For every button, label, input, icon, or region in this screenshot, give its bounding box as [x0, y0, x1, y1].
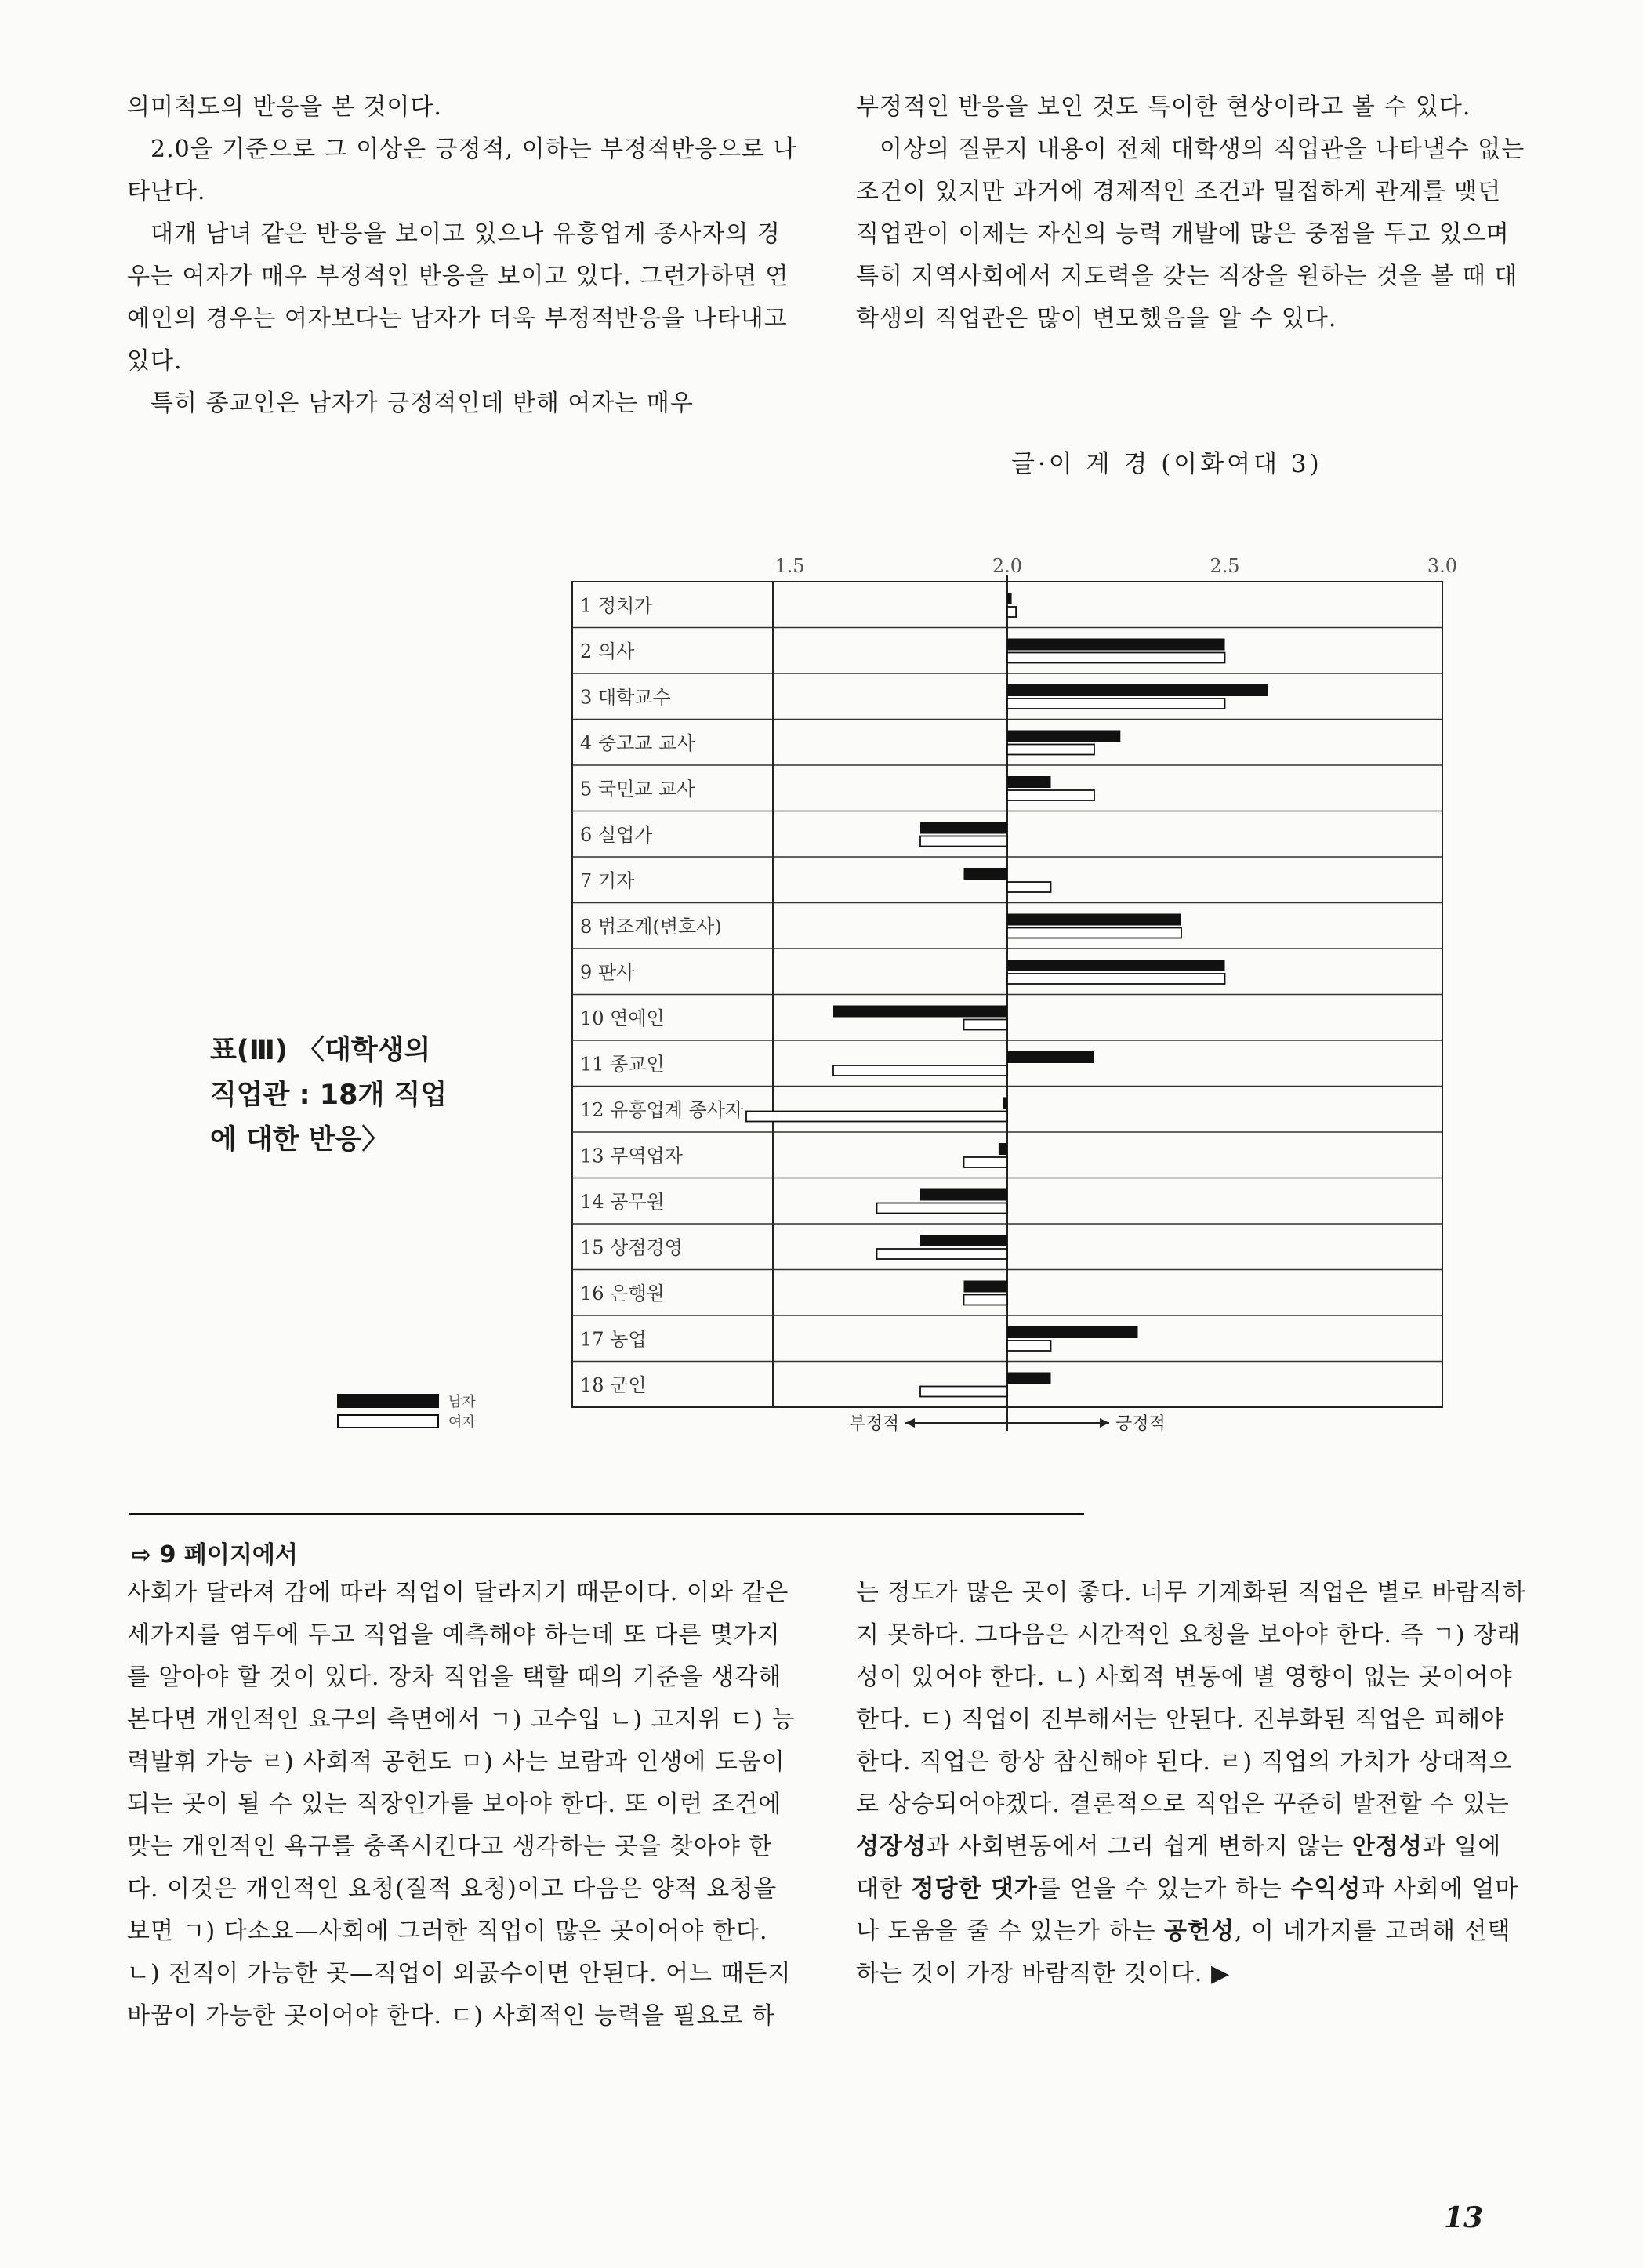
category-label: 10 연예인 — [580, 1007, 665, 1029]
category-label: 17 농업 — [580, 1328, 647, 1351]
author-byline: 글·이 계 경 (이화여대 3) — [1011, 450, 1322, 478]
bar-female — [920, 836, 1007, 847]
section-divider — [129, 1513, 1084, 1515]
category-label: 16 은행원 — [580, 1282, 665, 1305]
bar-male — [1007, 776, 1051, 788]
category-label: 9 판사 — [580, 961, 635, 984]
bar-female — [877, 1203, 1008, 1214]
paragraph: 는 정도가 많은 곳이 좋다. 너무 기계화된 직업은 별로 바람직하지 못하다. 그다음은 시간적인 요청을 보아야 한다. 즉 ㄱ) 장래성이 있어야 한다. ㄴ) 사회적 변동에 별 영향이 없는 곳이어야 한다. ㄷ) 직업이 진부해서는 안된다. 진부화된 직업은 피해야 한다. 직업은 항상 참신해야 된다. ㄹ) 직업의 가치가 상대적으로 상승되어야겠다. 결론적으로 직업은 꾸준히 발전할 수 있는 성장성과 사회변동에서 그리 쉽게 변하지 않는 안정성과 일에 대한 정당한 댓가를 얻을 수 있는가 하는 수익성과 사회에 얼마나 도움을 줄 수 있는가 하는 공헌성, 이 네가지를 고려해 선택하는 것이 가장 바람직한 것이다. ▶ — [856, 1579, 1526, 1987]
legend-label-male: 남자 — [448, 1394, 476, 1410]
bar-male — [1007, 960, 1225, 971]
page-number: 13 — [1444, 2201, 1484, 2234]
bar-female — [1007, 607, 1016, 617]
keyword-growth: 성장성 — [856, 1833, 927, 1860]
arrow-right-icon — [1100, 1418, 1109, 1428]
legend-swatch-female — [337, 1414, 439, 1428]
bar-male — [1007, 731, 1120, 742]
bar-male — [1007, 914, 1181, 926]
bar-male — [1007, 1326, 1138, 1338]
legend-item-male — [337, 1391, 476, 1411]
keyword-contribution: 공헌성 — [1164, 1918, 1235, 1945]
bar-female — [1007, 790, 1094, 800]
keyword-profitability: 수익성 — [1290, 1875, 1362, 1903]
category-label: 4 중고교 교사 — [580, 731, 695, 754]
continued-from-note: ⇨ 9 페이지에서 — [132, 1541, 298, 1569]
article-top-left-column — [127, 86, 801, 425]
bar-male — [920, 1235, 1007, 1246]
category-label: 3 대학교수 — [580, 686, 671, 709]
chart-legend — [337, 1391, 476, 1432]
category-label: 8 법조계(변호사) — [580, 915, 722, 938]
bar-male — [833, 1006, 1007, 1018]
paragraph: 이상의 질문지 내용이 전체 대학생의 직업관을 나타낼수 없는 조건이 있지만 과거에 경제적인 조건과 밀접하게 관계를 맺던 직업관이 이제는 자신의 능력 개발에 많은 중점을 두고 있으며 특히 지역사회에서 지도력을 갖는 직장을 원하는 것을 볼 때 대학생의 직업관은 많이 변모했음을 알 수 있다. — [856, 136, 1525, 332]
bar-female — [1007, 653, 1225, 663]
category-label: 7 기자 — [580, 869, 635, 892]
article-top-right-column — [856, 86, 1530, 340]
bar-female — [1007, 928, 1181, 938]
category-label: 12 유흥업계 종사자 — [580, 1098, 744, 1121]
occupation-response-chart — [549, 549, 1474, 1458]
legend-label-female: 여자 — [448, 1414, 476, 1431]
bar-male — [1007, 1051, 1094, 1063]
bar-female — [877, 1249, 1008, 1259]
bar-female — [1007, 1341, 1051, 1351]
bar-male — [1007, 684, 1268, 696]
chart-caption: 표(Ⅲ) 〈대학생의 직업관 : 18개 직업에 대한 반응〉 — [210, 1035, 448, 1156]
category-label: 11 종교인 — [580, 1053, 665, 1076]
bar-female — [1007, 882, 1051, 892]
bar-female — [920, 1387, 1007, 1397]
bar-female — [964, 1295, 1008, 1305]
axis-label-positive: 긍정적 — [1115, 1414, 1166, 1434]
paragraph: 사회가 달라져 감에 따라 직업이 달라지기 때문이다. 이와 같은 세가지를 염두에 두고 직업을 예측해야 하는데 또 다른 몇가지를 알아야 할 것이 있다. 장차 직업을 택할 때의 기준을 생각해본다면 개인적인 요구의 측면에서 ㄱ) 고수입 ㄴ) 고지위 ㄷ) 능력발휘 가능 ㄹ) 사회적 공헌도 ㅁ) 사는 보람과 인생에 도움이 되는 곳이 될 수 있는 직장인가를 보아야 한다. 또 이런 조건에 맞는 개인적인 욕구를 충족시킨다고 생각하는 곳을 찾아야 한다. 이것은 개인적인 요청(질적 요청)이고 다음은 양적 요청을 보면 ㄱ) 다소요—사회에 그러한 직업이 많은 곳이어야 한다. ㄴ) 전직이 가능한 곳—직업이 외곬수이면 안된다. 어느 때든지 바꿈이 가능한 곳이어야 한다. ㄷ) 사회적인 능력을 필요로 하 — [127, 1579, 796, 2030]
article-bottom-right-column — [856, 1572, 1530, 1995]
bar-male — [999, 1143, 1007, 1155]
article-bottom-left-column — [127, 1572, 801, 2038]
bar-male — [964, 868, 1008, 880]
category-label: 5 국민교 교사 — [580, 778, 695, 800]
bar-male — [920, 1189, 1007, 1201]
bar-female — [1007, 974, 1225, 984]
paragraph: 부정적인 반응을 보인 것도 특이한 현상이라고 볼 수 있다. — [856, 93, 1471, 121]
bar-male — [1007, 1373, 1051, 1384]
bar-female — [746, 1112, 1007, 1122]
legend-swatch-male — [337, 1394, 439, 1408]
bar-female — [1007, 699, 1225, 709]
category-label: 2 의사 — [580, 640, 635, 662]
bar-male — [1007, 593, 1012, 604]
axis-label-negative: 부정적 — [849, 1414, 899, 1434]
bar-female — [964, 1157, 1008, 1167]
category-label: 18 군인 — [580, 1374, 647, 1396]
legend-item-female — [337, 1411, 476, 1432]
category-label: 6 실업가 — [580, 823, 653, 846]
tick-label: 2.5 — [1210, 555, 1240, 577]
category-label: 1 정치가 — [580, 594, 653, 617]
category-label: 14 공무원 — [580, 1190, 665, 1213]
bar-male — [920, 822, 1007, 834]
paragraph: 2.0을 기준으로 그 이상은 긍정적, 이하는 부정적반응으로 나타난다. — [127, 136, 797, 205]
paragraph: 특히 종교인은 남자가 긍정적인데 반해 여자는 매우 — [151, 390, 694, 417]
bar-male — [1003, 1098, 1007, 1109]
bar-female — [964, 1020, 1008, 1030]
tick-label: 2.0 — [992, 555, 1023, 577]
tick-label: 1.5 — [774, 555, 805, 577]
keyword-fair-pay: 정당한 댓가 — [911, 1875, 1038, 1903]
category-label: 13 무역업자 — [580, 1145, 683, 1167]
bar-male — [1007, 639, 1225, 651]
bar-male — [964, 1281, 1008, 1293]
bar-female — [833, 1065, 1007, 1076]
tick-label: 3.0 — [1427, 555, 1458, 577]
arrow-left-icon — [905, 1418, 915, 1428]
bar-female — [1007, 745, 1094, 755]
paragraph: 대개 남녀 같은 반응을 보이고 있으나 유흥업계 종사자의 경우는 여자가 매우 부정적인 반응을 보이고 있다. 그런가하면 연예인의 경우는 여자보다는 남자가 더욱 부정적반응을 나타내고 있다. — [127, 220, 789, 375]
keyword-stability: 안정성 — [1351, 1833, 1423, 1860]
category-label: 15 상점경영 — [580, 1236, 683, 1259]
paragraph: 의미척도의 반응을 본 것이다. — [127, 93, 442, 121]
